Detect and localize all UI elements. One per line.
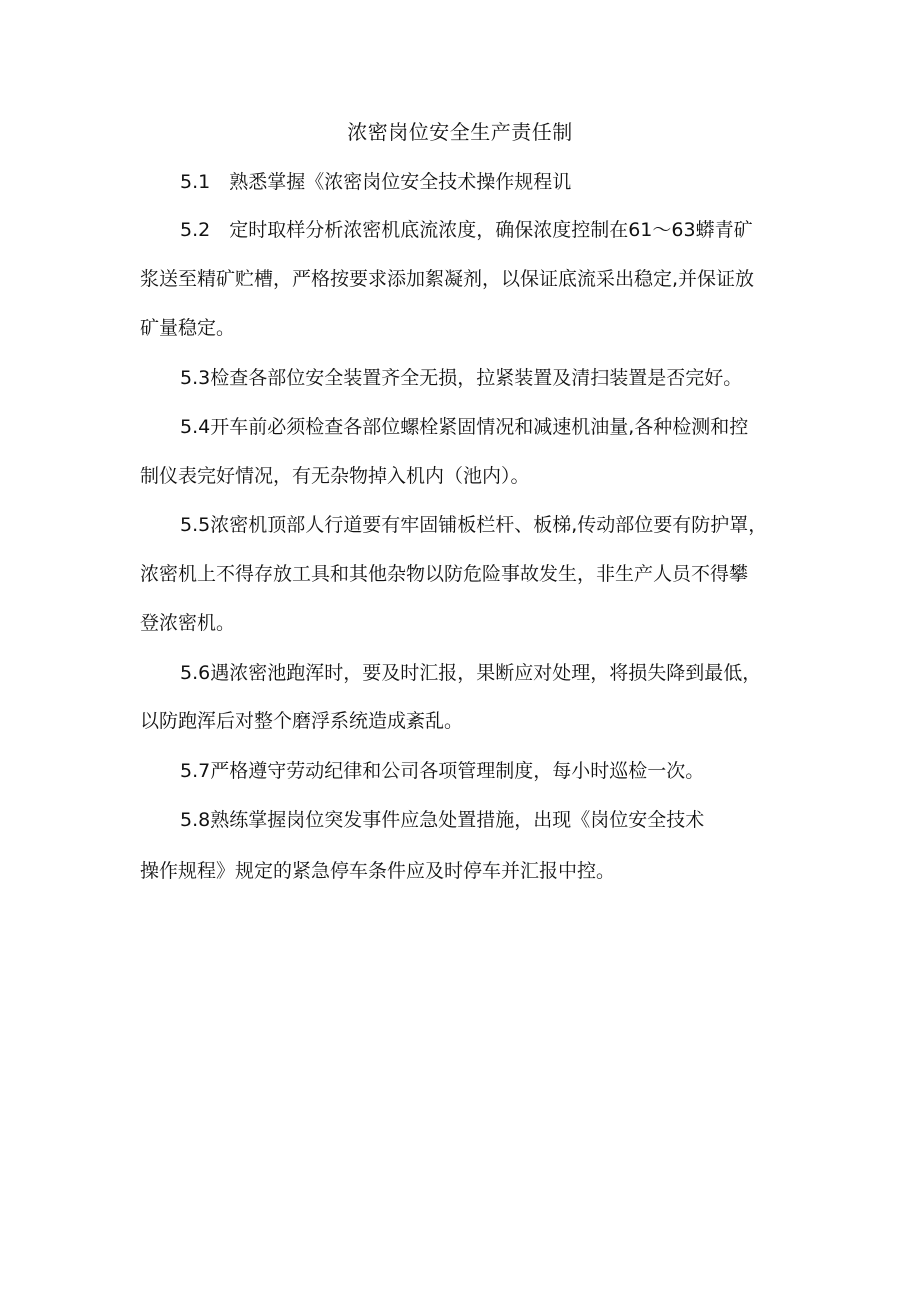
clause-5-6-line-2: 以防跑浑后对整个磨浮系统造成紊乱。 xyxy=(140,710,464,732)
clause-5-3-line-1: 5.3检查各部位安全装置齐全无损，拉紧装置及清扫装置是否完好。 xyxy=(180,367,743,389)
clause-5-4-line-1: 5.4开车前必须检查各部位螺栓紧固情况和减速机油量,各种检测和控 xyxy=(180,416,749,438)
clause-5-2-line-2: 浆送至精矿贮槽，严格按要求添加絮凝剂，以保证底流采出稳定,并保证放 xyxy=(140,268,755,290)
clause-5-5-line-1: 5.5浓密机顶部人行道要有牢固铺板栏杆、板梯,传动部位要有防护罩， xyxy=(180,514,768,536)
clause-5-2-line-3: 矿量稳定。 xyxy=(140,317,236,339)
clause-5-1-line-1: 5.1 熟悉掌握《浓密岗位安全技术操作规程讥 xyxy=(180,171,572,193)
clause-5-5-line-3: 登浓密机。 xyxy=(140,612,236,634)
clause-5-4-line-2: 制仪表完好情况，有无杂物掉入机内（池内）。 xyxy=(140,465,530,487)
clause-5-7-line-1: 5.7严格遵守劳动纪律和公司各项管理制度，每小时巡检一次。 xyxy=(180,760,705,782)
clause-5-5-line-2: 浓密机上不得存放工具和其他杂物以防危险事故发生，非生产人员不得攀 xyxy=(140,563,749,585)
clause-5-8-line-1: 5.8熟练掌握岗位突发事件应急处置措施，出现《岗位安全技术 xyxy=(180,809,705,831)
document-title: 浓密岗位安全生产责任制 xyxy=(347,120,573,144)
clause-5-2-line-1: 5.2 定时取样分析浓密机底流浓度，确保浓度控制在61〜63蟒青矿 xyxy=(180,219,753,241)
clause-5-6-line-1: 5.6遇浓密池跑浑时，要及时汇报，果断应对处理，将损失降到最低， xyxy=(180,662,762,684)
clause-5-8-line-2: 操作规程》规定的紧急停车条件应及时停车并汇报中控。 xyxy=(140,860,616,882)
